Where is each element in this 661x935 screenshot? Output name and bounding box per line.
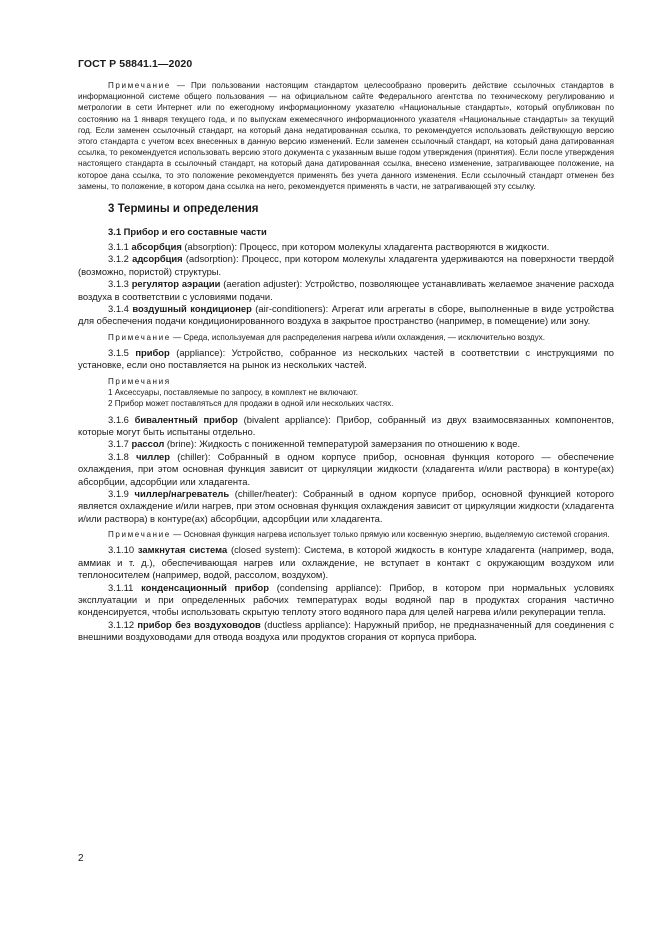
term-3-1-12 bbox=[78, 619, 614, 644]
term-number: 3.1.5 bbox=[108, 347, 136, 359]
term-number: 3.1.6 bbox=[108, 413, 135, 425]
term-name: чиллер bbox=[136, 450, 170, 462]
term-3-1-8 bbox=[78, 451, 614, 488]
term-3-1-5 bbox=[78, 347, 614, 372]
term-definition: (condensing appliance): Прибор, в котором при нормальных условиях эксплуатации и при определенных рабочих температурах воды водяной пар в продуктах сгорания частично конденсируется, чтобы использовать скрытую теплоту этого водяного пара для целей нагрева и/или рекуперации тепла. bbox=[78, 581, 614, 618]
term-definition: (chiller): Собранный в одном корпусе прибор, основная функция которого — обеспечение охлаждения, при этом основная функция зависит от циркуляции жидкости (хладагента и/или раствора) в контуре(ах) абсорбции, адсорбции или хладагента. bbox=[78, 450, 614, 487]
term-definition: (chiller/heater): Собранный в одном корпусе прибор, основной функцией которого является охлаждение и/или нагрев, при этом основная функция охлаждения зависит от циркуляции жидкости (хладагента и/или раствора) в контуре(ах) абсорбции, адсорбции или хладагента. bbox=[78, 487, 614, 524]
note-item-1: 1 Аксессуары, поставляемые по запросу, в комплект не включают. bbox=[108, 388, 358, 398]
term-name: воздушный кондиционер bbox=[132, 303, 252, 315]
term-3-1-4 bbox=[78, 303, 614, 328]
term-number: 3.1.7 bbox=[108, 438, 132, 450]
term-definition: (closed system): Система, в которой жидкость в контуре хладагента (например, вода, аммиак и т. д.), обеспечивающая нагрев или охлаждение, не вступает в контакт с окружающим воздухом или теплоносителем (например, водой, рассолом, воздухом). bbox=[78, 544, 614, 581]
note-item-2: 2 Прибор может поставляться для продажи в одной или нескольких частях. bbox=[108, 399, 394, 409]
term-name: конденсационный прибор bbox=[141, 581, 270, 593]
term-definition: (adsorption): Процесс, при котором молекулы хладагента удерживаются на поверхности твердой (возможно, пористой) структуры. bbox=[78, 253, 614, 277]
term-number: 3.1.11 bbox=[108, 581, 142, 593]
term-definition: (aeration adjuster): Устройство, позволяющее устанавливать желаемое значение расхода воздуха в соответствии с условиями подачи. bbox=[78, 278, 615, 302]
note-text: — При пользовании настоящим стандартом целесообразно проверить действие ссылочных стандартов в информационной системе общего пользования — на официальном сайте Федерального агентства по техническому регулированию и метрологии в сети Интернет или по ежегодному информационному указателю «Национальные стандарты», который опубликован по состоянию на 1 января текущего года, и по выпускам ежемесячного информационного указателя «Национальные стандарты» за текущий год. Если заменен ссылочный стандарт, на который дана недатированная ссылка, то рекомендуется использовать действующую версию этого стандарта с учетом всех внесенных в данную версию изменений. Если заменен ссылочный стандарт, на который дана датированная ссылка, то рекомендуется использовать версию этого документа с указанным выше годом утверждения (принятия). Если после утверждения настоящего стандарта в ссылочный стандарт, на который дана датированная ссылка, внесено изменение, затрагивающее положение, на которое дана ссылка, то это положение рекомендуется применять без учета данного изменения. Если ссылочный стандарт отменен без замены, то положение, в котором дана ссылка на него, рекомендуется применять в части, не затрагивающей эту ссылку. bbox=[78, 81, 614, 191]
term-name: прибор bbox=[135, 347, 170, 359]
term-number: 3.1.1 bbox=[108, 241, 132, 253]
section-title: 3 Термины и определения bbox=[108, 203, 259, 216]
term-definition: (bivalent appliance): Прибор, собранный из двух взаимосвязанных компонентов, которые могут быть испытаны отдельно. bbox=[78, 413, 615, 437]
term-3-1-9 bbox=[78, 488, 614, 525]
notes-label: Примечания bbox=[108, 376, 171, 386]
document-code: ГОСТ Р 58841.1—2020 bbox=[78, 58, 193, 70]
term-number: 3.1.2 bbox=[108, 253, 133, 265]
note-label: Примечание bbox=[108, 530, 171, 540]
page-number: 2 bbox=[78, 853, 84, 864]
term-name: рассол bbox=[131, 438, 165, 450]
term-definition: (ductless appliance): Наружный прибор, не предназначенный для соединения с внешними воздуховодами для отвода воздуха или продуктов сгорания от корпуса прибора. bbox=[78, 618, 614, 643]
term-number: 3.1.8 bbox=[108, 450, 137, 462]
term-name: бивалентный прибор bbox=[134, 413, 238, 425]
term-name: адсорбция bbox=[132, 253, 183, 265]
term-3-1-2 bbox=[78, 253, 614, 278]
term-number: 3.1.4 bbox=[108, 303, 133, 315]
note-label: Примечание bbox=[108, 81, 171, 90]
term-3-1-10 bbox=[78, 544, 614, 581]
term-definition: (appliance): Устройство, собранное из нескольких частей в соответствии с инструкциями по установке, если оно поставляется на рынок из нескольких частей. bbox=[78, 347, 614, 371]
term-name: чиллер/нагреватель bbox=[134, 487, 230, 499]
term-3-1-3 bbox=[78, 278, 614, 303]
term-3-1-5-notes bbox=[108, 376, 614, 410]
term-3-1-11 bbox=[78, 582, 614, 619]
term-number: 3.1.3 bbox=[108, 278, 132, 290]
note-label: Примечание bbox=[108, 332, 171, 342]
term-definition: (absorption): Процесс, при котором молекулы хладагента растворяются в жидкости. bbox=[181, 241, 550, 253]
term-3-1-4-note bbox=[78, 332, 614, 343]
page-content bbox=[78, 80, 614, 644]
note-text: — Среда, используемая для распределения нагрева и/или охлаждения, — исключительно воздух. bbox=[170, 332, 545, 342]
term-3-1-6 bbox=[78, 414, 614, 439]
term-name: абсорбция bbox=[131, 241, 182, 253]
term-definition: (brine): Жидкость с пониженной температурой замерзания по отношению к воде. bbox=[164, 438, 521, 450]
note-text: — Основная функция нагрева использует только прямую или косвенную энергию, выделяемую системой сгорания. bbox=[170, 530, 610, 540]
subsection-title: 3.1 Прибор и его составные части bbox=[108, 226, 267, 238]
term-name: замкнутая система bbox=[137, 544, 228, 556]
term-number: 3.1.9 bbox=[108, 487, 135, 499]
term-definition: (air-conditioners): Агрегат или агрегаты в сборе, выполненные в виде устройства для обеспечения подачи кондиционированного воздуха в закрытое пространство (например, в помещение) или зону. bbox=[78, 303, 615, 327]
intro-note bbox=[78, 80, 614, 192]
term-name: прибор без воздуховодов bbox=[137, 618, 261, 630]
term-number: 3.1.10 bbox=[108, 544, 138, 556]
term-number: 3.1.12 bbox=[108, 618, 138, 630]
term-3-1-7 bbox=[78, 438, 614, 450]
term-name: регулятор аэрации bbox=[131, 278, 221, 290]
term-3-1-1 bbox=[78, 241, 614, 253]
term-3-1-9-note bbox=[78, 529, 614, 540]
